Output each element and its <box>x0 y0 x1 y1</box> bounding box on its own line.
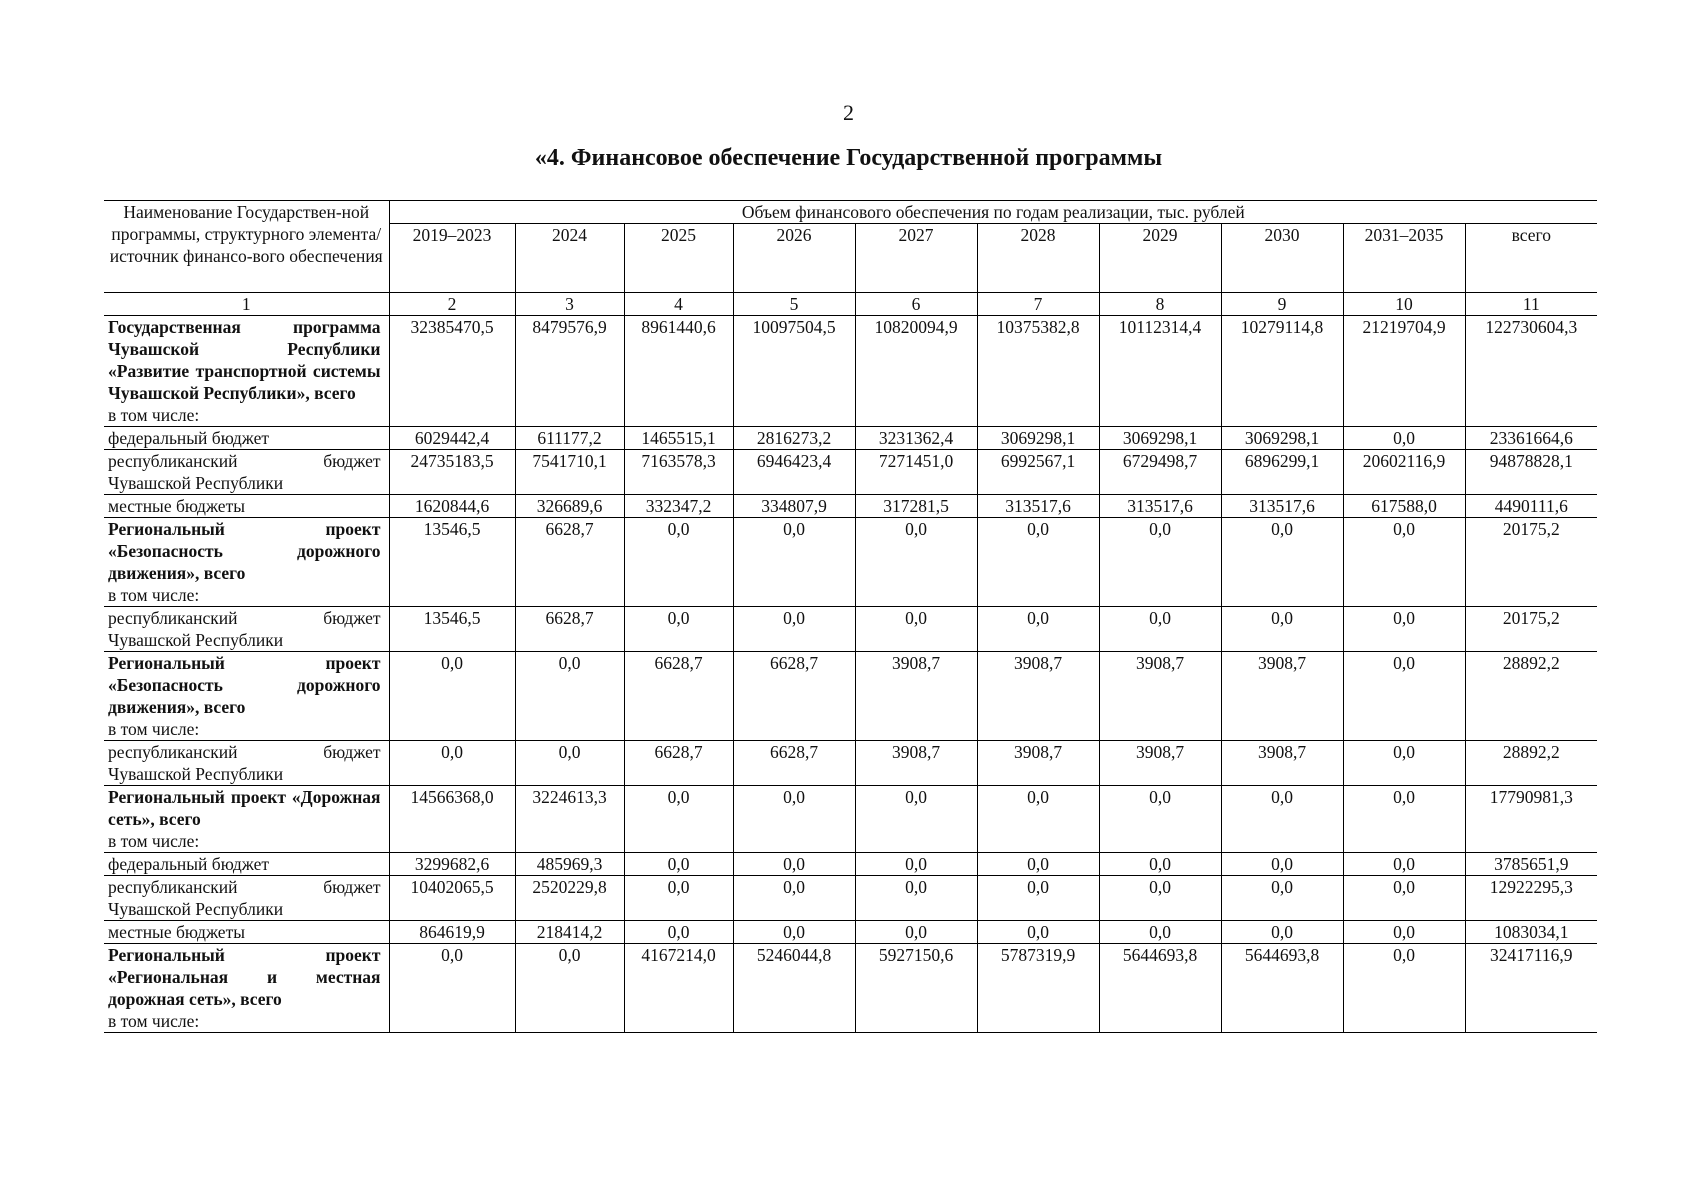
value-cell: 3908,7 <box>1099 652 1221 741</box>
row-subtitle: в том числе: <box>108 719 200 739</box>
value-cell: 10112314,4 <box>1099 316 1221 427</box>
value-cell: 0,0 <box>977 518 1099 607</box>
column-number-cell: 6 <box>855 293 977 316</box>
value-cell: 23361664,6 <box>1465 427 1597 450</box>
row-name-cell <box>104 921 389 944</box>
value-cell: 20602116,9 <box>1343 450 1465 495</box>
row-name: республиканский бюджет Чувашской Республики <box>108 451 381 493</box>
header-year-cell: 2029 <box>1099 224 1221 293</box>
header-year-cell: 2024 <box>515 224 624 293</box>
value-cell: 6628,7 <box>733 741 855 786</box>
value-cell: 0,0 <box>977 786 1099 853</box>
row-name: республиканский бюджет Чувашской Республики <box>108 877 381 919</box>
value-cell: 3908,7 <box>977 741 1099 786</box>
value-cell: 2816273,2 <box>733 427 855 450</box>
value-cell: 7163578,3 <box>624 450 733 495</box>
value-cell: 28892,2 <box>1465 652 1597 741</box>
row-name: местные бюджеты <box>108 496 245 516</box>
table-row <box>104 944 1597 1033</box>
value-cell: 14566368,0 <box>389 786 515 853</box>
value-cell: 313517,6 <box>1099 495 1221 518</box>
value-cell: 0,0 <box>624 876 733 921</box>
value-cell: 0,0 <box>1343 518 1465 607</box>
value-cell: 0,0 <box>1343 921 1465 944</box>
value-cell: 3908,7 <box>977 652 1099 741</box>
value-cell: 0,0 <box>624 518 733 607</box>
value-cell: 611177,2 <box>515 427 624 450</box>
column-number-cell: 2 <box>389 293 515 316</box>
value-cell: 617588,0 <box>1343 495 1465 518</box>
column-number-cell: 11 <box>1465 293 1597 316</box>
row-name: Региональный проект «Региональная и местная дорожная сеть», всего <box>108 945 381 1009</box>
row-name: Региональный проект «Безопасность дорожного движения», всего <box>108 653 381 717</box>
value-cell: 0,0 <box>1221 607 1343 652</box>
row-name-cell <box>104 652 389 741</box>
value-cell: 20175,2 <box>1465 518 1597 607</box>
row-name-cell <box>104 944 389 1033</box>
value-cell: 3908,7 <box>855 652 977 741</box>
value-cell: 3299682,6 <box>389 853 515 876</box>
value-cell: 6946423,4 <box>733 450 855 495</box>
value-cell: 313517,6 <box>977 495 1099 518</box>
header-year-cell: 2019–2023 <box>389 224 515 293</box>
row-name-cell <box>104 607 389 652</box>
table-row <box>104 427 1597 450</box>
value-cell: 12922295,3 <box>1465 876 1597 921</box>
value-cell: 0,0 <box>1099 853 1221 876</box>
value-cell: 0,0 <box>389 741 515 786</box>
value-cell: 313517,6 <box>1221 495 1343 518</box>
header-year-cell: 2028 <box>977 224 1099 293</box>
row-name-cell <box>104 495 389 518</box>
row-subtitle: в том числе: <box>108 831 200 851</box>
value-cell: 6896299,1 <box>1221 450 1343 495</box>
value-cell: 0,0 <box>733 518 855 607</box>
value-cell: 485969,3 <box>515 853 624 876</box>
value-cell: 0,0 <box>515 944 624 1033</box>
value-cell: 0,0 <box>1343 741 1465 786</box>
value-cell: 7271451,0 <box>855 450 977 495</box>
value-cell: 0,0 <box>1343 652 1465 741</box>
row-name-cell <box>104 741 389 786</box>
value-cell: 7541710,1 <box>515 450 624 495</box>
value-cell: 5927150,6 <box>855 944 977 1033</box>
column-number-cell: 8 <box>1099 293 1221 316</box>
value-cell: 3069298,1 <box>977 427 1099 450</box>
value-cell: 0,0 <box>855 607 977 652</box>
value-cell: 3908,7 <box>1221 652 1343 741</box>
value-cell: 0,0 <box>855 786 977 853</box>
column-number-cell: 9 <box>1221 293 1343 316</box>
value-cell: 0,0 <box>1099 786 1221 853</box>
column-number-cell: 5 <box>733 293 855 316</box>
header-year-cell: 2025 <box>624 224 733 293</box>
value-cell: 0,0 <box>855 853 977 876</box>
value-cell: 0,0 <box>977 853 1099 876</box>
value-cell: 10402065,5 <box>389 876 515 921</box>
header-year-cell: 2031–2035 <box>1343 224 1465 293</box>
value-cell: 864619,9 <box>389 921 515 944</box>
row-name: федеральный бюджет <box>108 854 270 874</box>
header-group-cell: Объем финансового обеспечения по годам реализации, тыс. рублей <box>389 201 1597 224</box>
value-cell: 6992567,1 <box>977 450 1099 495</box>
row-name-cell <box>104 876 389 921</box>
value-cell: 32417116,9 <box>1465 944 1597 1033</box>
header-year-cell: 2030 <box>1221 224 1343 293</box>
value-cell: 0,0 <box>515 652 624 741</box>
value-cell: 6628,7 <box>515 518 624 607</box>
table-body <box>104 316 1597 1033</box>
row-name-cell <box>104 450 389 495</box>
value-cell: 0,0 <box>855 876 977 921</box>
value-cell: 28892,2 <box>1465 741 1597 786</box>
value-cell: 6729498,7 <box>1099 450 1221 495</box>
financing-table <box>104 200 1597 1033</box>
row-name-cell <box>104 786 389 853</box>
row-subtitle: в том числе: <box>108 405 200 425</box>
column-number-cell: 7 <box>977 293 1099 316</box>
table-row <box>104 853 1597 876</box>
row-name: республиканский бюджет Чувашской Республики <box>108 608 381 650</box>
value-cell: 0,0 <box>1221 876 1343 921</box>
value-cell: 0,0 <box>624 607 733 652</box>
value-cell: 332347,2 <box>624 495 733 518</box>
value-cell: 3231362,4 <box>855 427 977 450</box>
value-cell: 0,0 <box>1343 876 1465 921</box>
row-name: республиканский бюджет Чувашской Республики <box>108 742 381 784</box>
value-cell: 6628,7 <box>624 741 733 786</box>
value-cell: 3908,7 <box>1099 741 1221 786</box>
row-name: Региональный проект «Дорожная сеть», всего <box>108 787 381 829</box>
value-cell: 17790981,3 <box>1465 786 1597 853</box>
value-cell: 317281,5 <box>855 495 977 518</box>
value-cell: 0,0 <box>1343 607 1465 652</box>
value-cell: 0,0 <box>515 741 624 786</box>
value-cell: 3785651,9 <box>1465 853 1597 876</box>
value-cell: 10375382,8 <box>977 316 1099 427</box>
value-cell: 3069298,1 <box>1099 427 1221 450</box>
value-cell: 0,0 <box>1099 518 1221 607</box>
value-cell: 0,0 <box>1099 876 1221 921</box>
value-cell: 0,0 <box>977 607 1099 652</box>
value-cell: 0,0 <box>1221 518 1343 607</box>
value-cell: 32385470,5 <box>389 316 515 427</box>
value-cell: 24735183,5 <box>389 450 515 495</box>
value-cell: 1083034,1 <box>1465 921 1597 944</box>
value-cell: 0,0 <box>855 921 977 944</box>
row-name-cell <box>104 427 389 450</box>
value-cell: 0,0 <box>733 786 855 853</box>
row-subtitle: в том числе: <box>108 585 200 605</box>
value-cell: 20175,2 <box>1465 607 1597 652</box>
table-row <box>104 518 1597 607</box>
column-number-cell: 4 <box>624 293 733 316</box>
table-row <box>104 786 1597 853</box>
page-number: 2 <box>843 100 854 125</box>
column-number-cell: 10 <box>1343 293 1465 316</box>
value-cell: 94878828,1 <box>1465 450 1597 495</box>
value-cell: 326689,6 <box>515 495 624 518</box>
value-cell: 3224613,3 <box>515 786 624 853</box>
value-cell: 8479576,9 <box>515 316 624 427</box>
value-cell: 3908,7 <box>1221 741 1343 786</box>
table-row <box>104 495 1597 518</box>
value-cell: 5644693,8 <box>1221 944 1343 1033</box>
value-cell: 0,0 <box>624 921 733 944</box>
row-name-cell <box>104 316 389 427</box>
value-cell: 122730604,3 <box>1465 316 1597 427</box>
table-row <box>104 921 1597 944</box>
value-cell: 0,0 <box>855 518 977 607</box>
value-cell: 0,0 <box>733 607 855 652</box>
value-cell: 4167214,0 <box>624 944 733 1033</box>
value-cell: 6628,7 <box>515 607 624 652</box>
table-row <box>104 876 1597 921</box>
value-cell: 0,0 <box>977 876 1099 921</box>
value-cell: 0,0 <box>1343 786 1465 853</box>
value-cell: 1620844,6 <box>389 495 515 518</box>
value-cell: 3908,7 <box>855 741 977 786</box>
value-cell: 0,0 <box>733 853 855 876</box>
header-year-cell: всего <box>1465 224 1597 293</box>
value-cell: 0,0 <box>624 786 733 853</box>
value-cell: 0,0 <box>733 876 855 921</box>
value-cell: 0,0 <box>1221 921 1343 944</box>
row-name: Региональный проект «Безопасность дорожного движения», всего <box>108 519 381 583</box>
column-number-cell: 3 <box>515 293 624 316</box>
value-cell: 1465515,1 <box>624 427 733 450</box>
row-name-cell <box>104 518 389 607</box>
value-cell: 10820094,9 <box>855 316 977 427</box>
value-cell: 10097504,5 <box>733 316 855 427</box>
value-cell: 218414,2 <box>515 921 624 944</box>
row-subtitle: в том числе: <box>108 1011 200 1031</box>
header-row-column-numbers <box>104 293 1597 316</box>
header-year-cell: 2027 <box>855 224 977 293</box>
value-cell: 0,0 <box>1343 427 1465 450</box>
row-name-cell <box>104 853 389 876</box>
value-cell: 13546,5 <box>389 518 515 607</box>
value-cell: 0,0 <box>733 921 855 944</box>
value-cell: 0,0 <box>1221 786 1343 853</box>
value-cell: 0,0 <box>1099 921 1221 944</box>
table-row <box>104 450 1597 495</box>
column-number-cell: 1 <box>104 293 389 316</box>
value-cell: 5787319,9 <box>977 944 1099 1033</box>
value-cell: 0,0 <box>389 944 515 1033</box>
value-cell: 13546,5 <box>389 607 515 652</box>
value-cell: 6029442,4 <box>389 427 515 450</box>
value-cell: 334807,9 <box>733 495 855 518</box>
value-cell: 0,0 <box>1343 853 1465 876</box>
value-cell: 21219704,9 <box>1343 316 1465 427</box>
value-cell: 10279114,8 <box>1221 316 1343 427</box>
header-name-cell: Наименование Государствен-ной программы, структурного элемента/источник финансо-вого обеспечения <box>104 201 389 293</box>
value-cell: 6628,7 <box>733 652 855 741</box>
table-row <box>104 741 1597 786</box>
value-cell: 5246044,8 <box>733 944 855 1033</box>
row-name: местные бюджеты <box>108 922 245 942</box>
value-cell: 3069298,1 <box>1221 427 1343 450</box>
row-name: федеральный бюджет <box>108 428 270 448</box>
value-cell: 0,0 <box>389 652 515 741</box>
value-cell: 0,0 <box>1343 944 1465 1033</box>
value-cell: 0,0 <box>1221 853 1343 876</box>
table-row <box>104 316 1597 427</box>
value-cell: 8961440,6 <box>624 316 733 427</box>
table-row <box>104 652 1597 741</box>
header-year-cell: 2026 <box>733 224 855 293</box>
header-row-group <box>104 201 1597 224</box>
value-cell: 2520229,8 <box>515 876 624 921</box>
value-cell: 0,0 <box>1099 607 1221 652</box>
value-cell: 0,0 <box>624 853 733 876</box>
row-name: Государственная программа Чувашской Республики «Развитие транспортной системы Чувашской Республики», всего <box>108 317 381 403</box>
value-cell: 6628,7 <box>624 652 733 741</box>
table-row <box>104 607 1597 652</box>
value-cell: 5644693,8 <box>1099 944 1221 1033</box>
section-title: «4. Финансовое обеспечение Государственной программы <box>534 145 1163 171</box>
value-cell: 4490111,6 <box>1465 495 1597 518</box>
value-cell: 0,0 <box>977 921 1099 944</box>
